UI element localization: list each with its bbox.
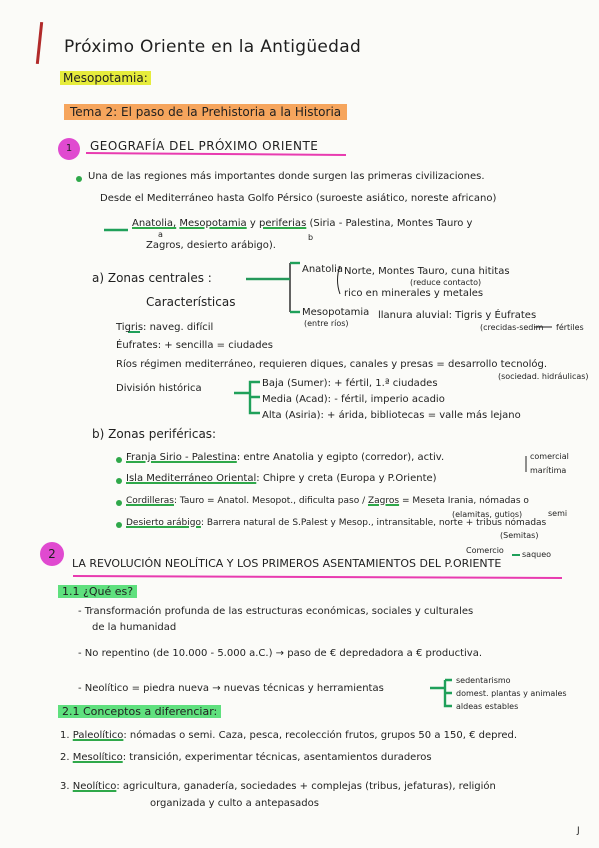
intro-line-2: Desde el Mediterráneo hasta Golfo Pérsico (suroeste asiático, noreste africano) <box>100 193 497 204</box>
anatolia-term: Anatolia, <box>132 218 177 229</box>
green-bullet <box>116 478 122 484</box>
anatolia-desc-2: rico en minerales y metales <box>344 288 484 299</box>
tema-label: Tema 2: El paso de la Prehistoria a la Historia <box>64 104 347 120</box>
que-es-1b: de la humanidad <box>92 622 177 633</box>
num-3: 3. <box>60 781 70 792</box>
zagros: Zagros <box>367 496 400 506</box>
cordilleras-label: Cordilleras <box>126 496 174 506</box>
cordilleras-desc-2: = Meseta Irania, nómadas o <box>401 496 529 506</box>
tema-heading <box>64 106 347 118</box>
franja-label: Franja Sirio - Palestina <box>126 452 237 463</box>
desierto-line <box>126 517 546 529</box>
isla-desc: : Chipre y creta (Europa y P.Oriente) <box>256 473 437 484</box>
que-es-label: 1.1 ¿Qué es? <box>58 585 137 598</box>
que-es-1a: - Transformación profunda de las estructuras económicas, sociales y culturales <box>78 606 474 617</box>
cordilleras-small: (elamitas, gutios) <box>452 510 523 519</box>
semi: semi <box>548 509 568 518</box>
cordilleras-desc-1: : Tauro = Anatol. Mesopot., dificulta paso / <box>174 496 366 506</box>
isla-label: Isla Mediterráneo Oriental <box>126 473 257 484</box>
rios: Ríos régimen mediterráneo, requieren diques, canales y presas = desarrollo tecnológ. <box>116 359 548 370</box>
alta: Alta (Asiria): + árida, bibliotecas = valle más lejano <box>262 410 521 421</box>
aldeas: aldeas estables <box>456 702 519 711</box>
periferias-list: (Siria - Palestina, Montes Tauro y <box>309 218 473 229</box>
mesolitico-text: : transición, experimentar técnicas, asentamientos duraderos <box>122 752 432 763</box>
que-es-2: - No repentino (de 10.000 - 5.000 a.C.) → paso de € depredadora a € productiva. <box>78 648 482 659</box>
intro-line-4: Zagros, desierto arábigo). <box>146 240 276 251</box>
page-corner-mark: J <box>577 826 580 836</box>
mesopotamia-label: Mesopotamia: <box>60 71 151 85</box>
mark-a: a <box>158 230 163 239</box>
tigris: Tigris: naveg. difícil <box>116 322 214 333</box>
paleolitico-text: : nómadas o semi. Caza, pesca, recolección frutos, grupos 50 a 150, € depred. <box>123 730 518 741</box>
mesolitico-label: Mesolítico <box>72 752 123 763</box>
comercio: Comercio <box>466 546 504 555</box>
fertiles: fértiles <box>556 323 584 332</box>
concept-neolitico <box>60 781 496 793</box>
desierto-desc: : Barrera natural de S.Palest y Mesop., intransitable, norte + tribus nómadas <box>200 518 547 528</box>
maritima: marítima <box>530 466 567 475</box>
caracteristicas: Características <box>146 295 236 309</box>
conceptos-label: 2.1 Conceptos a diferenciar: <box>58 705 221 718</box>
and-word: y <box>249 218 256 229</box>
mark-b: b <box>308 233 314 242</box>
media: Media (Acad): - fértil, imperio acadio <box>262 394 445 405</box>
franja-desc: : entre Anatolia y egipto (corredor), activ. <box>236 452 445 463</box>
anatolia-desc-small: (reduce contacto) <box>410 278 482 287</box>
domesticacion: domest. plantas y animales <box>456 689 567 698</box>
concept-paleolitico <box>60 730 517 742</box>
section-mesopotamia <box>60 72 151 84</box>
desierto-label: Desierto arábigo <box>126 518 201 528</box>
mesopotamia-term: Mesopotamia <box>179 218 247 229</box>
green-bullet <box>116 500 122 506</box>
num-2: 2. <box>60 752 70 763</box>
mesopotamia-desc: llanura aluvial: Tigris y Éufrates <box>378 310 537 321</box>
neolitico-label: Neolítico <box>72 781 117 792</box>
que-es-heading <box>58 586 137 598</box>
neolitico-text: : agricultura, ganadería, sociedades + complejas (tribus, jefaturas), religión <box>116 781 496 792</box>
comercial: comercial <box>530 452 569 461</box>
periferias-term: periferias <box>258 218 307 229</box>
que-es-3: - Neolítico = piedra nueva → nuevas técnicas y herramientas <box>78 683 384 694</box>
paleolitico-label: Paleolítico <box>72 730 124 741</box>
green-bullet <box>116 457 122 463</box>
zonas-perifericas: b) Zonas periféricas: <box>92 427 217 441</box>
cordilleras-line <box>126 495 529 507</box>
intro-line-3 <box>132 218 472 230</box>
section-2-badge: 2 <box>40 542 64 566</box>
baja: Baja (Sumer): + fértil, 1.ª ciudades <box>262 378 438 389</box>
section-2-heading: LA REVOLUCIÓN NEOLÍTICA Y LOS PRIMEROS ASENTAMIENTOS DEL P.ORIENTE <box>72 557 502 570</box>
rios-small: (sociedad. hidráulicas) <box>498 372 589 381</box>
mesopotamia-sub-label: Mesopotamia <box>302 307 370 318</box>
neolitico-text-2: organizada y culto a antepasados <box>150 798 319 809</box>
sedentarismo: sedentarismo <box>456 676 511 685</box>
green-bullet <box>116 522 122 528</box>
num-1: 1. <box>60 730 70 741</box>
green-bullet <box>76 176 82 182</box>
isla-line <box>126 473 437 485</box>
saqueo: saqueo <box>522 550 552 559</box>
zonas-centrales: a) Zonas centrales : <box>92 271 212 285</box>
anatolia-desc-1: Norte, Montes Tauro, cuna hititas <box>344 266 510 277</box>
concept-mesolitico <box>60 752 432 764</box>
mesopotamia-desc-small: (crecidas-sedim <box>480 323 544 332</box>
intro-line-1: Una de las regiones más importantes donde surgen las primeras civilizaciones. <box>88 171 485 182</box>
division-historica: División histórica <box>116 383 202 394</box>
section-1-heading: GEOGRAFÍA DEL PRÓXIMO ORIENTE <box>90 139 319 153</box>
franja-line <box>126 452 444 464</box>
desierto-small: (Semitas) <box>500 531 539 540</box>
conceptos-heading <box>58 706 221 718</box>
eufrates: Éufrates: + sencilla = ciudades <box>116 340 274 351</box>
page-title: Próximo Oriente en la Antigüedad <box>64 37 362 57</box>
section-1-badge: 1 <box>58 138 80 160</box>
mesopotamia-sub-small: (entre ríos) <box>304 319 349 328</box>
anatolia-label: Anatolia <box>302 264 344 275</box>
